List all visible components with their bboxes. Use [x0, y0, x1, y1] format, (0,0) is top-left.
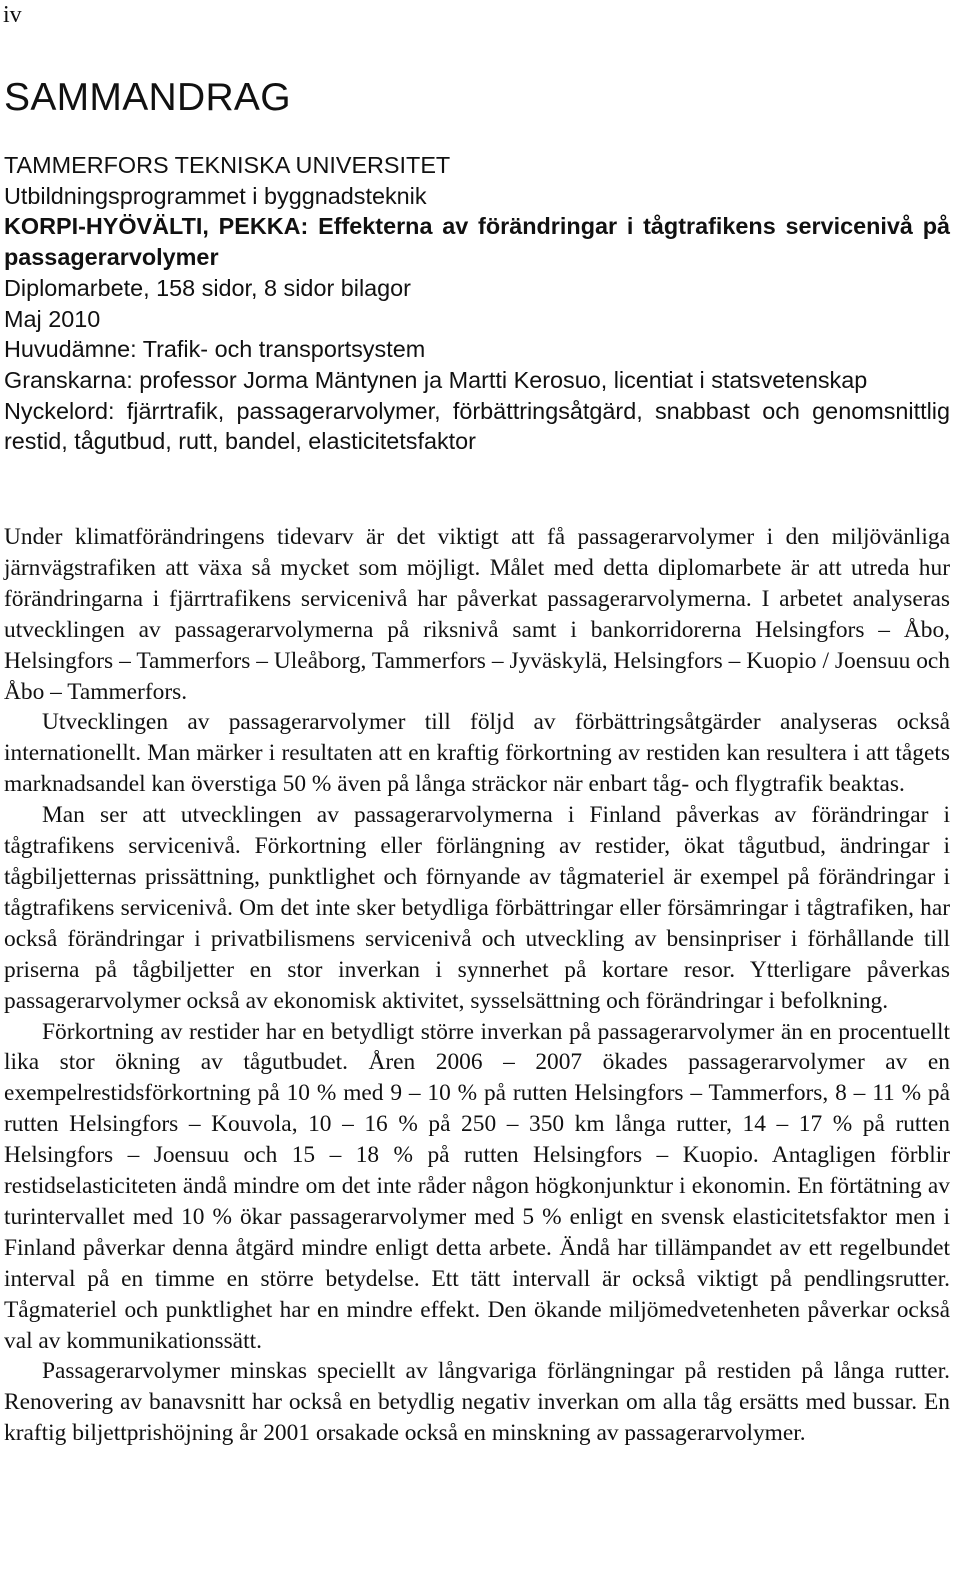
thesis-info: Diplomarbete, 158 sidor, 8 sidor bilagor	[4, 274, 411, 301]
examiners: Granskarna: professor Jorma Mäntynen ja Martti Kerosuo, licentiat i statsvetenskap	[4, 366, 868, 393]
degree-programme: Utbildningsprogrammet i byggnadsteknik	[4, 182, 427, 209]
main-subject: Huvudämne: Trafik- och transportsystem	[4, 336, 426, 363]
keywords: Nyckelord: fjärrtrafik, passagerarvolymer, förbättringsåtgärd, snabbast och genomsnittlig restid, tågutbud, rutt, bandel, elasticitetsfaktor	[4, 397, 950, 455]
paragraph-3: Man ser att utvecklingen av passagerarvolymerna i Finland påverkas av förändringar i tågtrafikens servicenivå. Förkortning eller förlängning av restider, ökat tågutbud, ändringar i tågbiljetternas prissättning, punktlighet och förnyande av tågmateriel är exempel på förändringar i tågtrafikens servicenivå. Om det inte sker betydliga förbättringar eller försämringar i tågtrafiken, har också förändringar i privatbilismens servicenivå och utveckling av bensinpriser i förhållande till priserna på tågbiljetter en stor inverkan i synnerhet på kortare resor. Ytterligare påverkas passagerarvolymer också av ekonomisk aktivitet, sysselsättning och förändringar i befolkning.	[4, 802, 950, 1014]
paragraph-5: Passagerarvolymer minskas speciellt av långvariga förlängningar på restiden på långa rutter. Renovering av banavsnitt har också en betydlig negativ inverkan om alla tåg ersätts med bussar. En kraftig biljettprishöjning år 2001 orsakade också en minskning av passagerarvolymer.	[4, 1358, 950, 1447]
publication-date: Maj 2010	[4, 305, 101, 332]
abstract-metadata	[4, 150, 950, 457]
abstract-body	[4, 522, 950, 1449]
page-title: SAMMANDRAG	[4, 76, 291, 119]
paragraph-2: Utvecklingen av passagerarvolymer till följd av förbättringsåtgärder analyseras också internationellt. Man märker i resultaten att en kraftig förkortning av restiden kan resultera i att tågets marknadsandel kan överstiga 50 % även på långa sträckor när enbart tåg- och flygtrafik beaktas.	[4, 709, 950, 798]
author-and-title: KORPI-HYÖVÄLTI, PEKKA: Effekterna av förändringar i tågtrafikens servicenivå på passagerarvolymer	[4, 213, 950, 271]
paragraph-1: Under klimatförändringens tidevarv är det viktigt att få passagerarvolymer i den miljövänliga järnvägstrafiken att växa så mycket som möjligt. Målet med detta diplomarbete är att utreda hur förändringarna i fjärrtrafikens servicenivå har påverkat passagerarvolymerna. I arbetet analyseras utvecklingen av passagerarvolymerna på riksnivå samt i bankorridorerna Helsingfors – Åbo, Helsingfors – Tammerfors – Uleåborg, Tammerfors – Jyväskylä, Helsingfors – Kuopio / Joensuu och Åbo – Tammerfors.	[4, 524, 950, 705]
paragraph-4: Förkortning av restider har en betydligt större inverkan på passagerarvolymer än en procentuellt lika stor ökning av tågutbudet. Åren 2006 – 2007 ökades passagerarvolymer av en exempelrestidsförkortning på 10 % med 9 – 10 % på rutten Helsingfors – Tammerfors, 8 – 11 % på rutten Helsingfors – Kouvola, 10 – 16 % på 250 – 350 km långa rutter, 14 – 17 % på rutten Helsingfors – Joensuu och 15 – 18 % på rutten Helsingfors – Kuopio. Antagligen förblir restidselasticiteten ändå mindre om det inte råder någon högkonjunktur i ekonomin. En förtätning av turintervallet med 10 % ökar passagerarvolymer med 5 % enligt en svensk elasticitetsfaktor men i Finland påverkar denna åtgärd mindre enligt detta arbete. Ändå har tillämpandet av ett regelbundet interval på en timme en större betydelse. Ett tätt intervall är också viktigt på pendlingsrutter. Tågmateriel och punktlighet har en mindre effekt. Den ökande miljömedvetenheten påverkar också val av kommunikationssätt.	[4, 1018, 950, 1354]
page-number: iv	[3, 2, 22, 28]
university-name: TAMMERFORS TEKNISKA UNIVERSITET	[4, 152, 451, 178]
